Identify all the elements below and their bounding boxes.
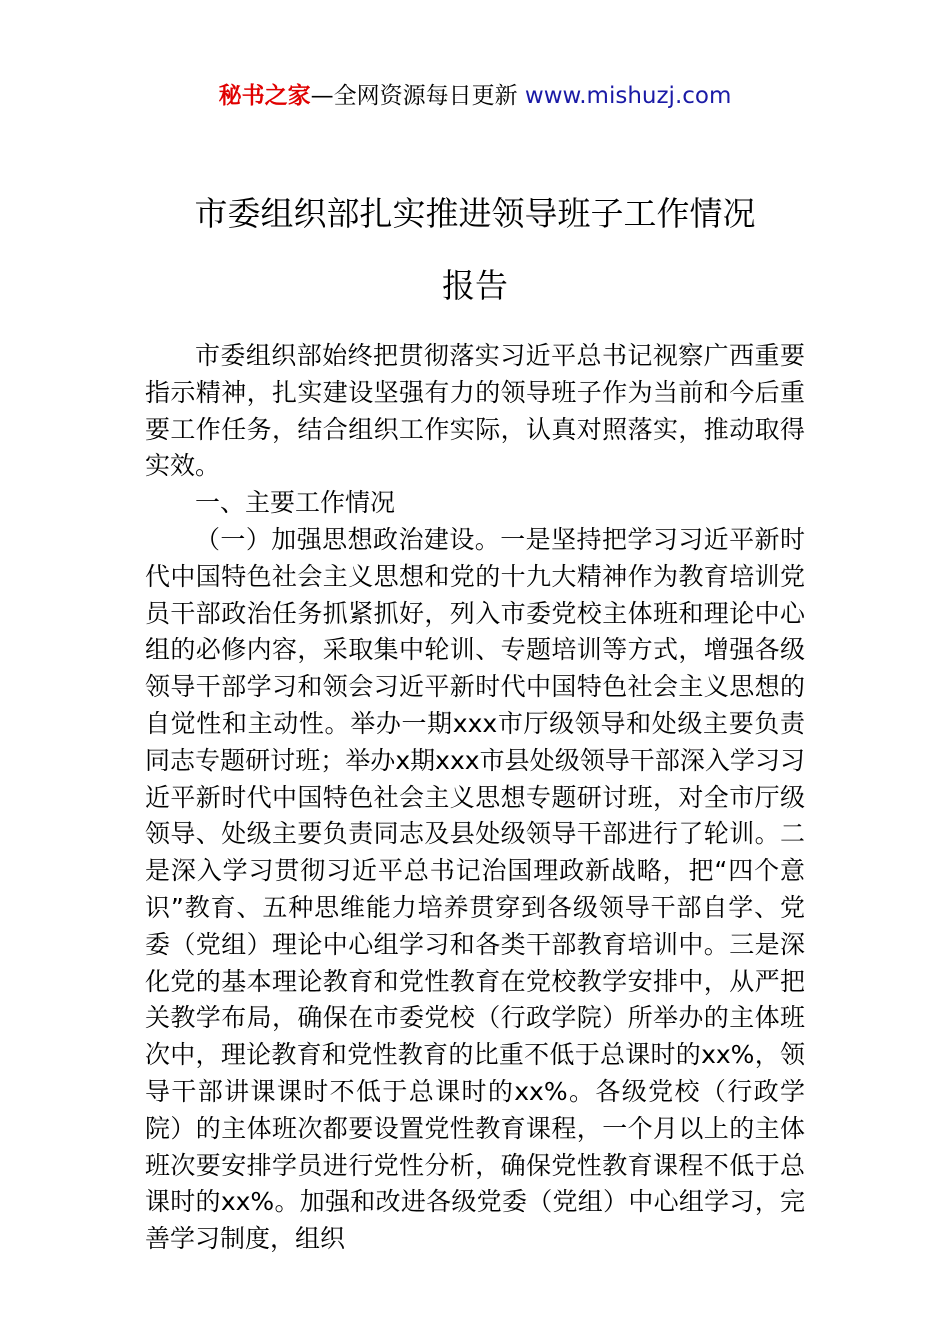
document-title — [140, 178, 810, 322]
site-url-link[interactable]: www.mishuzj.com — [524, 83, 732, 109]
document-body — [145, 338, 805, 1258]
body-paragraph: （一）加强思想政治建设。一是坚持把学习习近平新时代中国特色社会主义思想和党的十九大精神作为教育培训党员干部政治任务抓紧抓好，列入市委党校主体班和理论中心组的必修内容，采取集中轮训、专题培训等方式，增强各级领导干部学习和领会习近平新时代中国特色社会主义思想的自觉性和主动性。举办一期xxx市厅级领导和处级主要负责同志专题研讨班；举办x期xxx市县处级领导干部深入学习习近平新时代中国特色社会主义思想专题研讨班，对全市厅级领导、处级主要负责同志及县处级领导干部进行了轮训。二是深入学习贯彻习近平总书记治国理政新战略，把“四个意识”教育、五种思维能力培养贯穿到各级领导干部自学、党委（党组）理论中心组学习和各类干部教育培训中。三是深化党的基本理论教育和党性教育在党校教学安排中，从严把关教学布局，确保在市委党校（行政学院）所举办的主体班次中，理论教育和党性教育的比重不低于总课时的xx%，领导干部讲课课时不低于总课时的xx%。各级党校（行政学院）的主体班次都要设置党性教育课程，一个月以上的主体班次要安排学员进行党性分析，确保党性教育课程不低于总课时的xx%。加强和改进各级党委（党组）中心组学习，完善学习制度，组织 — [145, 524, 805, 1254]
section-heading: 一、主要工作情况 — [195, 488, 396, 518]
intro-paragraph: 市委组织部始终把贯彻落实习近平总书记视察广西重要指示精神，扎实建设坚强有力的领导班子作为当前和今后重要工作任务，结合组织工作实际，认真对照落实，推动取得实效。 — [145, 341, 805, 481]
site-header — [0, 80, 950, 112]
site-name: 秘书之家 — [218, 83, 311, 109]
document-title-line-2: 报告 — [442, 266, 508, 305]
document-title-line-1: 市委组织部扎实推进领导班子工作情况 — [194, 194, 756, 233]
site-tagline: —全网资源每日更新 — [310, 83, 525, 109]
